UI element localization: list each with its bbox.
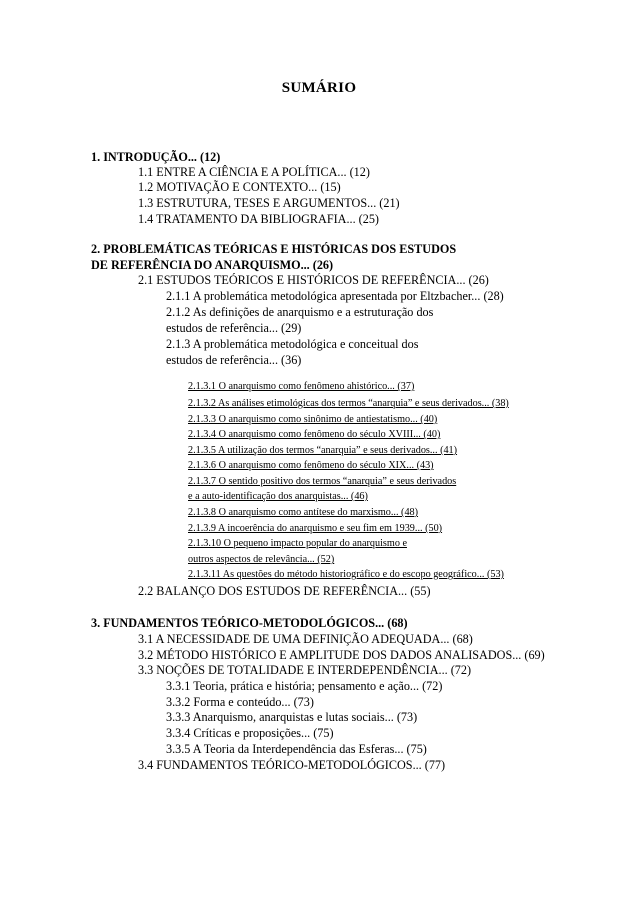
toc-entry[interactable]: 2.1.3.9 A incoerência do anarquismo e seu fim em 1939... (50) <box>188 523 443 534</box>
toc-entry: 3.2 MÉTODO HISTÓRICO E AMPLITUDE DOS DADOS ANALISADOS... (69) <box>138 648 545 662</box>
toc-entry[interactable]: 2.1.3.5 A utilização dos termos “anarquia” e seus derivados... (41) <box>188 445 458 456</box>
toc-entry: 2.1.3 A problemática metodológica e conceitual dos <box>166 337 419 351</box>
toc-entry: 1.1 ENTRE A CIÊNCIA E A POLÍTICA... (12) <box>138 165 370 179</box>
toc-entry: estudos de referência... (29) <box>166 321 302 335</box>
toc-entry: 1.3 ESTRUTURA, TESES E ARGUMENTOS... (21) <box>138 196 400 210</box>
page-title: SUMÁRIO <box>281 80 357 96</box>
toc-entry: 1.4 TRATAMENTO DA BIBLIOGRAFIA... (25) <box>138 212 379 226</box>
toc-entry: 1.2 MOTIVAÇÃO E CONTEXTO... (15) <box>138 180 341 194</box>
toc-entry[interactable]: 2.1.3.2 As análises etimológicas dos termos “anarquia” e seus derivados... (38) <box>188 398 509 409</box>
toc-entry[interactable]: 2.1.3.4 O anarquismo como fenômeno do século XVIII... (40) <box>188 429 441 440</box>
toc-entry[interactable]: 2.1.3.6 O anarquismo como fenômeno do século XIX... (43) <box>188 460 434 471</box>
toc-entry: 3.1 A NECESSIDADE DE UMA DEFINIÇÃO ADEQUADA... (68) <box>138 632 473 646</box>
toc-entry: 3.3.4 Críticas e proposições... (75) <box>166 726 334 740</box>
toc-entry[interactable]: 2.1.3.3 O anarquismo como sinônimo de antiestatismo... (40) <box>188 414 438 425</box>
toc-entry[interactable]: 2.1.3.1 O anarquismo como fenômeno ahistórico... (37) <box>188 381 415 392</box>
toc-entry[interactable]: 2.1.3.8 O anarquismo como antítese do marxismo... (48) <box>188 507 419 518</box>
toc-entry: 3.3.5 A Teoria da Interdependência das Esferas... (75) <box>166 742 427 756</box>
toc-entry: 2.1.2 As definições de anarquismo e a estruturação dos <box>166 305 434 319</box>
toc-entry: 3.3.2 Forma e conteúdo... (73) <box>166 695 314 709</box>
toc-entry[interactable]: 2.1.3.10 O pequeno impacto popular do anarquismo e <box>188 538 407 549</box>
toc-entry[interactable]: 2.1.3.7 O sentido positivo dos termos “anarquia” e seus derivados <box>188 476 457 487</box>
toc-entry: 1. INTRODUÇÃO... (12) <box>91 150 221 164</box>
toc-entry[interactable]: e a auto-identificação dos anarquistas... (46) <box>188 491 368 502</box>
toc-entry[interactable]: 2.1.3.11 As questões do método historiográfico e do escopo geográfico... (53) <box>188 569 504 580</box>
toc-entry: 3.3.3 Anarquismo, anarquistas e lutas sociais... (73) <box>166 710 418 724</box>
toc-entry: estudos de referência... (36) <box>166 353 302 367</box>
toc-entry: 2.1.1 A problemática metodológica apresentada por Eltzbacher... (28) <box>166 289 504 303</box>
toc-entry: 3. FUNDAMENTOS TEÓRICO-METODOLÓGICOS... (68) <box>91 616 408 630</box>
toc-entry: 2. PROBLEMÁTICAS TEÓRICAS E HISTÓRICAS DOS ESTUDOS <box>91 242 457 256</box>
toc-entry: 3.3 NOÇÕES DE TOTALIDADE E INTERDEPENDÊNCIA... (72) <box>138 663 472 677</box>
toc-entry: 2.1 ESTUDOS TEÓRICOS E HISTÓRICOS DE REFERÊNCIA... (26) <box>138 273 489 287</box>
toc-entry: 3.3.1 Teoria, prática e história; pensamento e ação... (72) <box>166 679 443 693</box>
toc-entry: 2.2 BALANÇO DOS ESTUDOS DE REFERÊNCIA... (55) <box>138 584 431 598</box>
toc-entry: DE REFERÊNCIA DO ANARQUISMO... (26) <box>91 258 334 272</box>
toc-entry: 3.4 FUNDAMENTOS TEÓRICO-METODOLÓGICOS... (77) <box>138 758 446 772</box>
toc-entry[interactable]: outros aspectos de relevância... (52) <box>188 554 335 565</box>
